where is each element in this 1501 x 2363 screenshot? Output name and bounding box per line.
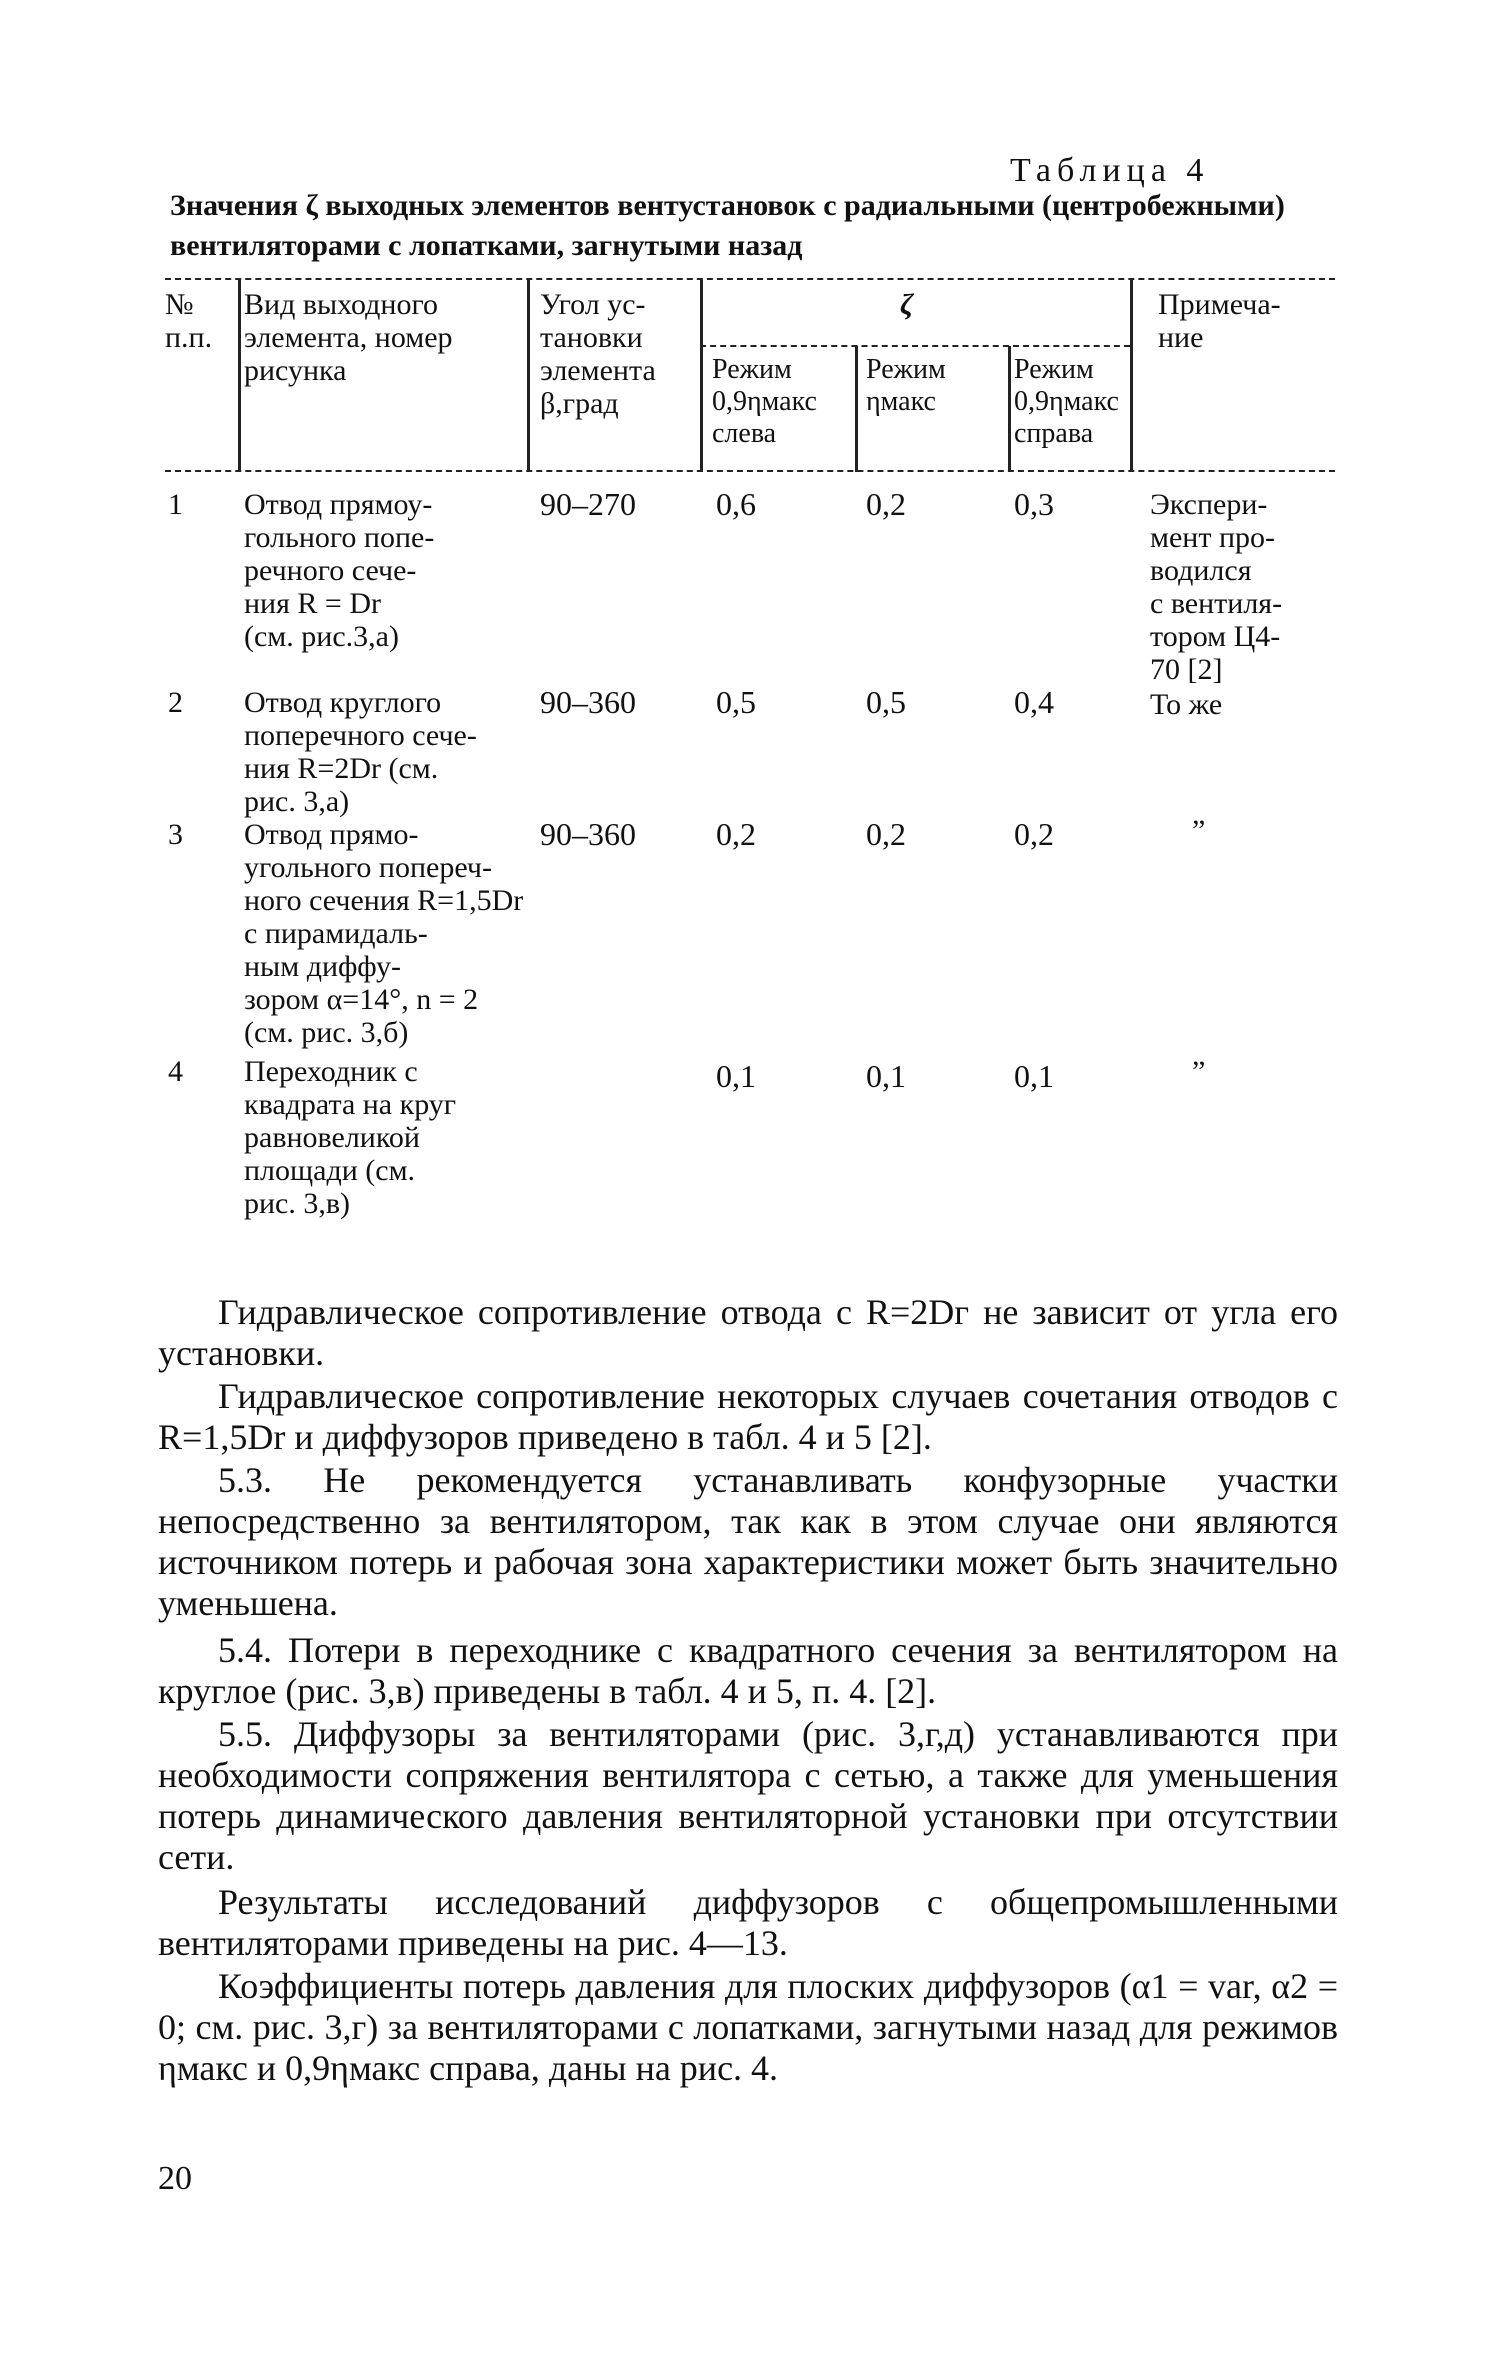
paragraph-1: Гидравлическое сопротивление отвода с R=2Dг не зависит от угла его установки. [158,1292,1338,1373]
header-mode-left: Режим 0,9ηмакс слева [712,354,817,449]
col-divider-2 [527,280,530,472]
page-number: 20 [158,2160,192,2197]
row2-right: 0,4 [1014,684,1054,720]
row3-right: 0,2 [1014,816,1054,852]
row1-num: 1 [168,488,183,521]
row2-max: 0,5 [866,684,906,720]
row2-note: То же [1150,688,1223,721]
row4-kind: Переходник с квадрата на круг равновеликой площади (см. рис. 3,в) [244,1055,457,1220]
row4-left: 0,1 [716,1058,756,1094]
paragraph-4: 5.4. Потери в переходнике с квадратного сечения за вентилятором на круглое (рис. 3,в) приведены в табл. 4 и 5, п. 4. [2]. [158,1630,1338,1711]
row1-left: 0,6 [716,486,756,522]
paragraph-7: Коэффициенты потерь давления для плоских диффузоров (α1 = var, α2 = 0; см. рис. 3,г) за вентиляторами с лопатками, загнутыми назад для режимов ηмакс и 0,9ηмакс справа, даны на рис. 4. [158,1966,1338,2088]
row3-kind: Отвод прямо- угольного попереч- ного сечения R=1,5Dr с пирамидаль- ным диффу- зором α=14°, n = 2 (см. рис. 3,б) [244,818,524,1049]
header-mode-right: Режим 0,9ηмакс справа [1014,354,1119,449]
row1-kind: Отвод прямоу- гольного попе- речного сече- ния R = Dr (см. рис.3,а) [244,488,435,653]
header-mode-max: Режим ηмакс [866,354,946,417]
table-number: Таблица 4 [1010,152,1210,189]
row3-angle: 90–360 [540,816,636,852]
row4-max: 0,1 [866,1058,906,1094]
row2-left: 0,5 [716,684,756,720]
row2-angle: 90–360 [540,684,636,720]
paragraph-6: Результаты исследований диффузоров с общепромышленными вентиляторами приведены на рис. 4—13. [158,1882,1338,1963]
row4-num: 4 [168,1055,183,1088]
row2-kind: Отвод круглого поперечного сече- ния R=2Dr (см. рис. 3,а) [244,686,477,818]
header-angle: Угол ус- тановки элемента β,град [540,288,656,420]
row1-note: Экспери- мент про- водился с вентиля- тором Ц4- 70 [2] [1150,488,1283,686]
row4-note: ” [1192,1055,1206,1088]
row1-right: 0,3 [1014,486,1054,522]
header-note: Примеча- ние [1158,288,1281,354]
table-caption: Значения ζ выходных элементов вентустановок с радиальными (центробежными) вентиляторами с лопатками, загнутыми назад [170,189,1285,262]
header-zeta: ζ [900,288,914,321]
col-divider-1 [238,280,241,472]
header-num: № п.п. [165,288,213,354]
col-divider-6 [1130,280,1133,472]
row3-num: 3 [168,818,183,851]
row3-max: 0,2 [866,816,906,852]
row2-num: 2 [168,686,183,719]
paragraph-5: 5.5. Диффузоры за вентиляторами (рис. 3,г,д) устанавливаются при необходимости сопряжения вентилятора с сетью, а также для уменьшения потерь динамического давления вентиляторной установки при отсутствии сети. [158,1714,1338,1877]
table-top-rule [165,278,1335,280]
col-divider-5 [1008,346,1011,472]
header-bottom-rule [165,470,1335,472]
col-divider-4 [855,346,858,472]
header-kind: Вид выходного элемента, номер рисунка [244,288,453,387]
row1-max: 0,2 [866,486,906,522]
row3-left: 0,2 [716,816,756,852]
row4-right: 0,1 [1014,1058,1054,1094]
row3-note: ” [1192,814,1206,847]
col-divider-3 [700,280,703,472]
row1-angle: 90–270 [540,486,636,522]
paragraph-2: Гидравлическое сопротивление некоторых случаев сочетания отводов с R=1,5Dr и диффузоров приведено в табл. 4 и 5 [2]. [158,1376,1338,1457]
zeta-sub-rule [700,345,1130,347]
paragraph-3: 5.3. Не рекомендуется устанавливать конфузорные участки непосредственно за вентилятором, так как в этом случае они являются источником потерь и рабочая зона характеристики может быть значительно уменьшена. [158,1460,1338,1623]
